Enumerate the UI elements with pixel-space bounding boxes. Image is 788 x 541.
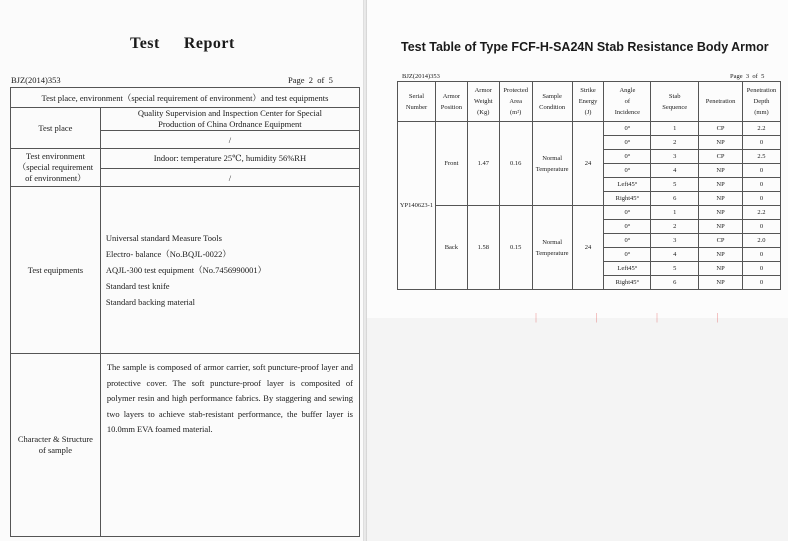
test-table-title: Test Table of Type FCF-H-SA24N Stab Resistance Body Armor (401, 40, 769, 54)
penetration-depth-cell: 2.2 (742, 122, 780, 136)
sample-condition-cell: Normal Temperature (532, 122, 572, 206)
column-header: Armor Position (435, 82, 467, 122)
penetration-depth-cell: 0 (742, 164, 780, 178)
report-title (130, 35, 235, 53)
angle-cell: 0° (604, 234, 651, 248)
test-equipments-label: Test equipments (11, 187, 101, 354)
column-header: Penetration (699, 82, 743, 122)
angle-cell: 0° (604, 164, 651, 178)
penetration-cell: CP (699, 234, 743, 248)
penetration-cell: NP (699, 178, 743, 192)
equipment-item: Standard backing material (105, 297, 196, 307)
column-header: Armor Weight (Kg) (467, 82, 499, 122)
penetration-depth-cell: 0 (742, 192, 780, 206)
test-environment-slash: / (100, 169, 359, 187)
penetration-cell: NP (699, 164, 743, 178)
stab-test-table (397, 81, 781, 290)
table-row (398, 206, 781, 220)
stab-sequence-cell: 1 (651, 206, 699, 220)
stab-sequence-cell: 2 (651, 220, 699, 234)
penetration-cell: NP (699, 262, 743, 276)
page-indicator: Page 2 of 5 (288, 75, 333, 85)
column-header: Angle of Incidence (604, 82, 651, 122)
penetration-depth-cell: 2.0 (742, 234, 780, 248)
strike-energy-cell: 24 (572, 122, 604, 206)
equipment-item: Universal standard Measure Tools (105, 233, 222, 243)
penetration-cell: NP (699, 220, 743, 234)
column-header: Strike Energy (J) (572, 82, 604, 122)
penetration-depth-cell: 0 (742, 262, 780, 276)
penetration-cell: NP (699, 276, 743, 290)
angle-cell: 0° (604, 248, 651, 262)
penetration-depth-cell: 2.2 (742, 206, 780, 220)
penetration-cell: CP (699, 150, 743, 164)
armor-weight-cell: 1.47 (467, 122, 499, 206)
stab-sequence-cell: 2 (651, 136, 699, 150)
angle-cell: 0° (604, 220, 651, 234)
column-header: Stab Sequence (651, 82, 699, 122)
angle-cell: 0° (604, 136, 651, 150)
penetration-cell: NP (699, 192, 743, 206)
armor-position-cell: Back (435, 206, 467, 290)
strike-energy-cell: 24 (572, 206, 604, 290)
test-conditions-table (10, 87, 360, 537)
title-word-test: Test (130, 35, 160, 52)
penetration-depth-cell: 0 (742, 136, 780, 150)
left-report-page (0, 0, 365, 541)
angle-cell: 0° (604, 206, 651, 220)
stab-sequence-cell: 4 (651, 164, 699, 178)
column-header: Penetration Depth (mm) (742, 82, 780, 122)
column-header: Serial Number (398, 82, 436, 122)
stab-sequence-cell: 5 (651, 178, 699, 192)
stab-sequence-cell: 1 (651, 122, 699, 136)
equipment-item: AQJL-300 test equipment（No.7456990001） (105, 265, 267, 275)
background-surface (367, 318, 788, 541)
serial-number-cell: YP140623-1 (398, 122, 436, 290)
test-equipments-list (100, 187, 359, 354)
penetration-cell: NP (699, 206, 743, 220)
equipment-item: Standard test knife (105, 281, 170, 291)
armor-position-cell: Front (435, 122, 467, 206)
title-word-report: Report (183, 35, 235, 52)
stab-sequence-cell: 5 (651, 262, 699, 276)
penetration-depth-cell: 0 (742, 276, 780, 290)
stab-sequence-cell: 6 (651, 276, 699, 290)
table-row (398, 122, 781, 136)
column-header: Protected Area (m²) (499, 82, 532, 122)
table-header-row (398, 82, 781, 122)
penetration-cell: NP (699, 136, 743, 150)
test-place-value: Quality Supervision and Inspection Center for Special Production of China Ordnance Equipment (100, 108, 359, 131)
right-doc-code: BJZ(2014)353 (402, 73, 440, 80)
penetration-depth-cell: 0 (742, 220, 780, 234)
sample-condition-cell: Normal Temperature (532, 206, 572, 290)
protected-area-cell: 0.16 (499, 122, 532, 206)
angle-cell: 0° (604, 122, 651, 136)
angle-cell: Left45° (604, 262, 651, 276)
armor-weight-cell: 1.58 (467, 206, 499, 290)
doc-code: BJZ(2014)353 (11, 75, 61, 85)
test-place-label: Test place (11, 108, 101, 149)
stab-sequence-cell: 4 (651, 248, 699, 262)
equipment-item: Electro- balance（No.BQJL-0022） (105, 249, 231, 259)
section-header: Test place, environment（special requirement of environment）and test equipments (11, 88, 360, 108)
penetration-cell: CP (699, 122, 743, 136)
angle-cell: Right45° (604, 192, 651, 206)
stab-sequence-cell: 3 (651, 234, 699, 248)
character-structure-text: The sample is composed of armor carrier, soft puncture-proof layer and protective cover. The soft puncture-proof layer is composited of polymer resin and high performance fabrics. By staggering and sewing two layers to achieve stab-resistant performance, the buffer layer is 10.0mm EVA foamed material. (100, 354, 359, 537)
column-header: Sample Condition (532, 82, 572, 122)
penetration-cell: NP (699, 248, 743, 262)
angle-cell: Right45° (604, 276, 651, 290)
penetration-depth-cell: 0 (742, 248, 780, 262)
character-structure-label: Character & Structure of sample (11, 354, 101, 537)
stab-sequence-cell: 6 (651, 192, 699, 206)
angle-cell: Left45° (604, 178, 651, 192)
right-page-indicator: Page 3 of 5 (730, 73, 765, 80)
protected-area-cell: 0.15 (499, 206, 532, 290)
test-environment-value: Indoor: temperature 25℃, humidity 56%RH (100, 149, 359, 169)
penetration-depth-cell: 0 (742, 178, 780, 192)
red-stamp-fragment: | | | | (535, 312, 747, 323)
angle-cell: 0° (604, 150, 651, 164)
stab-sequence-cell: 3 (651, 150, 699, 164)
test-place-slash: / (100, 131, 359, 149)
test-environment-label: Test environment （special requirement of environment） (11, 149, 101, 187)
penetration-depth-cell: 2.5 (742, 150, 780, 164)
